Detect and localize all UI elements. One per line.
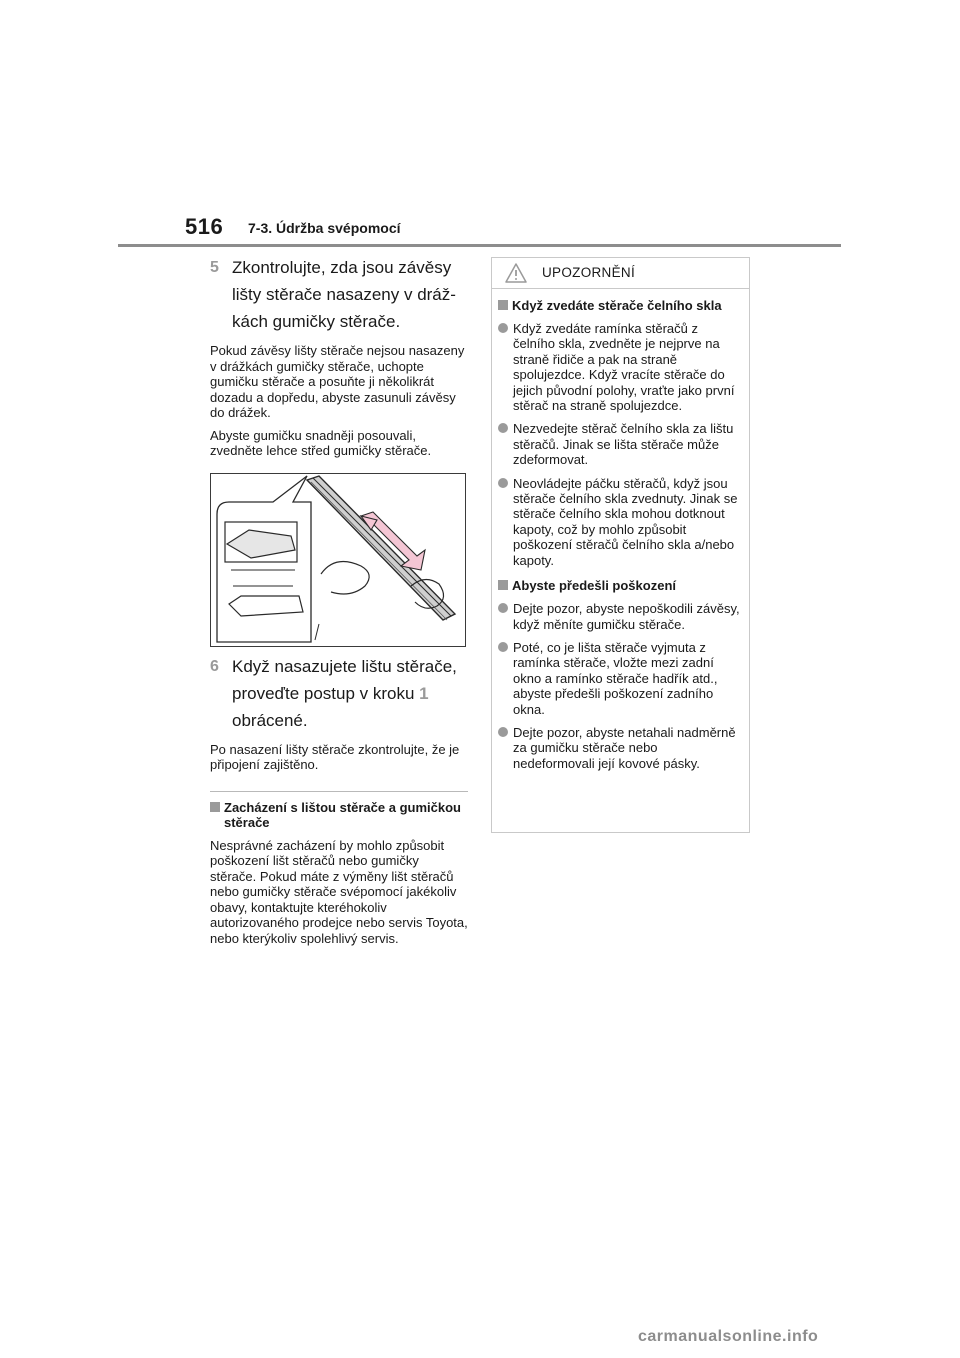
caution-subheading — [498, 578, 741, 593]
paragraph: Abyste gumičku snadněji posouvali, zvedněte lehce střed gumičky stěrače. — [210, 427, 432, 458]
caution-item-text: Dejte pozor, abyste netahali nadměrně za gumičku stěrače nebo nedeformovali její kovové pásky. — [513, 724, 736, 771]
caution-item-text: Když zvedáte ramínka stěračů z čelního skla, zvedněte je nejprve na straně řidiče a pak na straně spolujezdce. Když vracíte stěrače do jejich původní polohy, vraťte jako první stěrač na straně spolujezdce. — [513, 321, 735, 414]
page-header — [0, 0, 960, 250]
caution-item — [498, 725, 741, 771]
caution-item — [498, 601, 741, 632]
round-bullet-icon — [498, 642, 508, 652]
caution-item — [498, 321, 741, 413]
step-5 — [210, 254, 468, 335]
step-text: Zkontrolujte, zda jsou závěsy lišty stěrače nasazeny v drážkách gumičky stěrače. — [232, 258, 456, 331]
round-bullet-icon — [498, 478, 508, 488]
paragraph: Nesprávné zacházení by mohlo způsobit poškození lišt stěračů nebo gumičky stěrače. Pokud máte z výměny lišt stěračů nebo gumičky stěrače svépomocí jakékoliv obavy, kontaktujte kteréhokoliv autorizovaného prodejce nebo servis Toyota, nebo kterýkoliv spolehlivý servis. — [210, 837, 468, 946]
step-number: 5 — [210, 259, 219, 276]
caution-item — [498, 421, 741, 467]
step-text: Když nasazujete lištu stěrače, proveďte postup v kroku — [232, 656, 457, 703]
caution-box — [491, 257, 750, 833]
caution-item-text: Nezvedejte stěrač čelního skla za lištu stěračů. Jinak se lišta stěrače může zdeformovat. — [513, 421, 734, 468]
round-bullet-icon — [498, 727, 508, 737]
subheading-text: Zacházení s lištou stěrače a gumičkou stěrače — [224, 799, 461, 830]
watermark: carmanualsonline.info — [638, 1328, 819, 1345]
step-reference: 1 — [419, 683, 429, 703]
square-bullet-icon — [210, 802, 220, 812]
paragraph: Pokud závěsy lišty stěrače nejsou nasazeny v drážkách gumičky stěrače, uchopte gumičku stěrače a posuňte ji několikrát dozadu a dopředu, abyste zasunuli závěsy do drážek. — [210, 343, 465, 420]
square-bullet-icon — [498, 300, 508, 310]
round-bullet-icon — [498, 423, 508, 433]
caution-item — [498, 476, 741, 568]
caution-body — [492, 289, 749, 771]
header-divider — [118, 244, 841, 247]
step-text: obrácené. — [232, 710, 308, 730]
caution-item-text: Dejte pozor, abyste nepoškodili závěsy, když měníte gumičku stěrače. — [513, 601, 740, 632]
wiper-blade-drawing — [211, 474, 466, 647]
caution-subheading — [498, 298, 741, 313]
caution-title: UPOZORNĚNÍ — [542, 265, 636, 280]
step-6 — [210, 653, 468, 734]
section-divider — [210, 791, 468, 792]
left-column — [210, 254, 468, 946]
page-number: 516 — [185, 214, 224, 239]
caution-item-text: Poté, co je lišta stěrače vyjmuta z ramínka stěrače, vložte mezi zadní okno a ramínko stěrače hadřík atd., abyste předešli poškození zadního okna. — [513, 639, 718, 717]
step-number: 6 — [210, 657, 219, 675]
square-bullet-icon — [498, 580, 508, 590]
caution-item — [498, 640, 741, 717]
round-bullet-icon — [498, 323, 508, 333]
paragraph: Po nasazení lišty stěrače zkontrolujte, že je připojení zajištěno. — [210, 741, 460, 772]
caution-header — [492, 258, 749, 289]
subheading — [210, 800, 468, 830]
round-bullet-icon — [498, 603, 508, 613]
wiper-illustration — [210, 473, 466, 647]
caution-subheading-text: Když zvedáte stěrače čelního skla — [512, 298, 722, 313]
warning-triangle-icon — [504, 262, 528, 284]
caution-item-text: Neovládejte páčku stěračů, když jsou stěrače čelního skla zvednuty. Jinak se stěrače čelního skla mohou dotknout kapoty, což by mohlo způsobit poškození stěračů čelního skla a/nebo kapoty. — [513, 475, 738, 568]
section-title: 7-3. Údržba svépomocí — [248, 220, 401, 236]
caution-subheading-text: Abyste předešli poškození — [512, 578, 676, 594]
